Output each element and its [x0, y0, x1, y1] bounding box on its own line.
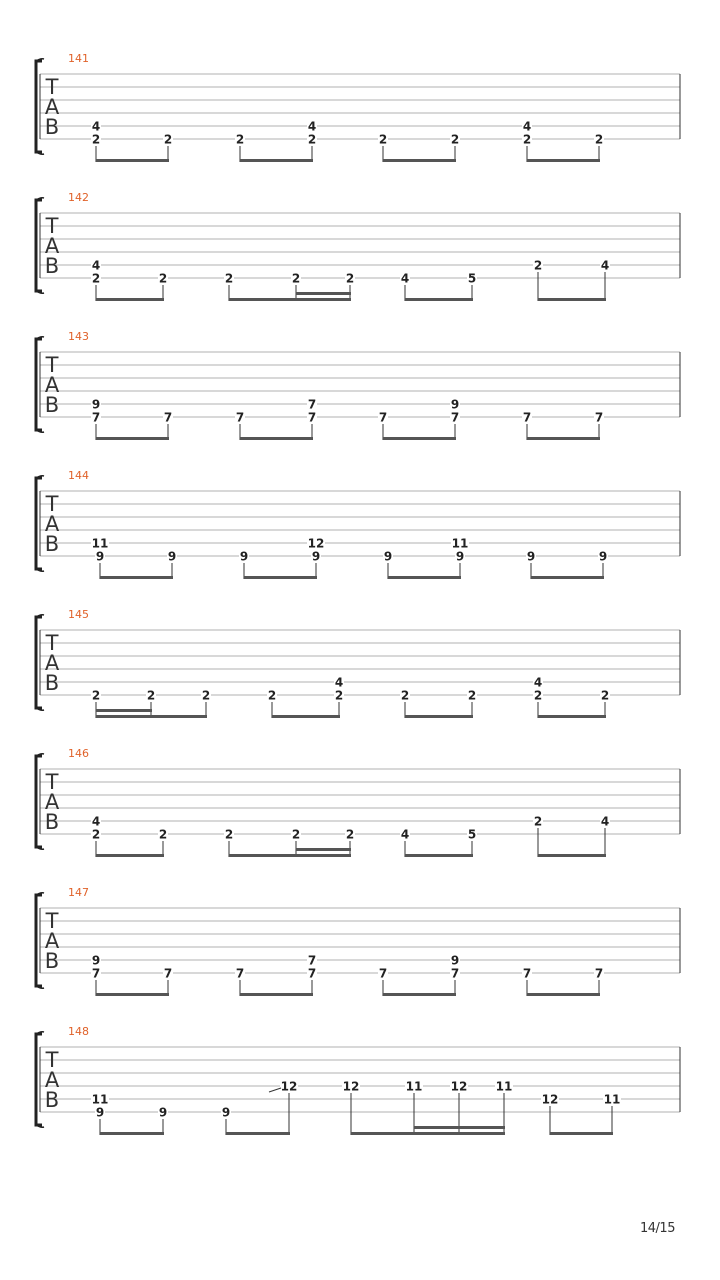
beam — [538, 298, 606, 301]
beam — [550, 1132, 613, 1135]
fret-number: 2 — [91, 688, 101, 703]
fret-number: 11 — [405, 1079, 423, 1094]
fret-number: 4 — [307, 119, 317, 134]
fret-number: 4 — [91, 258, 101, 273]
fret-number: 2 — [533, 814, 543, 829]
beam — [96, 715, 207, 718]
tab-clef-letter: B — [44, 810, 60, 834]
beam — [531, 576, 604, 579]
tab-clef-letter: B — [44, 671, 60, 695]
tab-clef-letter: B — [44, 1088, 60, 1112]
fret-number: 7 — [235, 966, 245, 981]
beam — [229, 298, 351, 301]
fret-number: 12 — [280, 1079, 298, 1094]
fret-number: 2 — [91, 271, 101, 286]
fret-number: 9 — [526, 549, 536, 564]
fret-number: 4 — [91, 119, 101, 134]
fret-number: 7 — [163, 966, 173, 981]
beam — [272, 715, 340, 718]
slide-mark — [269, 1088, 281, 1092]
beam — [414, 1126, 505, 1129]
fret-number: 4 — [522, 119, 532, 134]
fret-number: 9 — [450, 397, 460, 412]
tab-system — [36, 191, 680, 301]
fret-number: 9 — [158, 1105, 168, 1120]
beam — [100, 576, 173, 579]
fret-number: 7 — [378, 966, 388, 981]
fret-number: 7 — [307, 953, 317, 968]
beam — [96, 159, 169, 162]
fret-number: 2 — [201, 688, 211, 703]
beam — [538, 854, 606, 857]
system-bracket — [36, 200, 42, 291]
beam — [226, 1132, 290, 1135]
tab-system — [36, 330, 680, 440]
fret-number: 7 — [91, 410, 101, 425]
fret-number: 2 — [522, 132, 532, 147]
beam — [244, 576, 317, 579]
tab-clef-letter: A — [44, 95, 60, 119]
fret-number: 2 — [146, 688, 156, 703]
fret-number: 11 — [91, 1092, 109, 1107]
fret-number: 2 — [594, 132, 604, 147]
fret-number: 9 — [239, 549, 249, 564]
beam — [96, 993, 169, 996]
beam — [405, 854, 473, 857]
tab-clef-letter: B — [44, 949, 60, 973]
fret-number: 9 — [91, 397, 101, 412]
tab-clef-letter: A — [44, 512, 60, 536]
fret-number: 4 — [91, 814, 101, 829]
measure-number: 148 — [68, 1025, 89, 1038]
tab-system — [36, 886, 680, 996]
fret-number: 2 — [345, 271, 355, 286]
tab-clef-letter: A — [44, 234, 60, 258]
fret-number: 7 — [91, 966, 101, 981]
fret-number: 2 — [291, 827, 301, 842]
fret-number: 2 — [450, 132, 460, 147]
measure-number: 143 — [68, 330, 89, 343]
tab-system — [36, 608, 680, 718]
fret-number: 4 — [600, 814, 610, 829]
fret-number: 7 — [522, 410, 532, 425]
fret-number: 5 — [467, 271, 477, 286]
fret-number: 7 — [450, 410, 460, 425]
beam — [100, 1132, 164, 1135]
system-bracket — [36, 339, 42, 430]
fret-number: 7 — [378, 410, 388, 425]
tab-system — [36, 52, 680, 162]
page-number: 14/15 — [640, 1221, 675, 1236]
beam — [405, 298, 473, 301]
fret-number: 2 — [467, 688, 477, 703]
fret-number: 2 — [378, 132, 388, 147]
fret-number: 5 — [467, 827, 477, 842]
fret-number: 2 — [291, 271, 301, 286]
fret-number: 9 — [450, 953, 460, 968]
fret-number: 9 — [91, 953, 101, 968]
beam — [229, 854, 351, 857]
beam — [383, 993, 456, 996]
beam — [96, 437, 169, 440]
measure-number: 146 — [68, 747, 89, 760]
fret-number: 7 — [522, 966, 532, 981]
fret-number: 9 — [167, 549, 177, 564]
tab-clef-letter: T — [45, 75, 59, 99]
beam — [538, 715, 606, 718]
tab-clef-letter: A — [44, 651, 60, 675]
beam — [296, 848, 351, 851]
fret-number: 7 — [450, 966, 460, 981]
beam — [527, 437, 600, 440]
beam — [527, 993, 600, 996]
system-bracket — [36, 61, 42, 152]
tab-clef-letter: T — [45, 1048, 59, 1072]
tab-clef-letter: A — [44, 929, 60, 953]
beam — [296, 292, 351, 295]
fret-number: 9 — [598, 549, 608, 564]
fret-number: 2 — [163, 132, 173, 147]
system-bracket — [36, 1034, 42, 1125]
tab-clef-letter: A — [44, 1068, 60, 1092]
beam — [96, 298, 164, 301]
beam — [240, 159, 313, 162]
fret-number: 2 — [533, 258, 543, 273]
fret-number: 2 — [158, 827, 168, 842]
fret-number: 11 — [603, 1092, 621, 1107]
tab-clef-letter: B — [44, 115, 60, 139]
fret-number: 9 — [383, 549, 393, 564]
tab-clef-letter: A — [44, 373, 60, 397]
beam — [96, 709, 152, 712]
fret-number: 12 — [307, 536, 325, 551]
fret-number: 7 — [307, 966, 317, 981]
measure-number: 141 — [68, 52, 89, 65]
fret-number: 12 — [450, 1079, 468, 1094]
tab-clef-letter: B — [44, 532, 60, 556]
fret-number: 9 — [95, 1105, 105, 1120]
system-bracket — [36, 617, 42, 708]
system-bracket — [36, 756, 42, 847]
beam — [240, 437, 313, 440]
beam — [351, 1132, 505, 1135]
fret-number: 4 — [400, 271, 410, 286]
beam — [240, 993, 313, 996]
fret-number: 7 — [235, 410, 245, 425]
measure-number: 144 — [68, 469, 89, 482]
beam — [383, 437, 456, 440]
fret-number: 4 — [334, 675, 344, 690]
measure-number: 142 — [68, 191, 89, 204]
tab-system — [36, 1025, 680, 1135]
fret-number: 2 — [267, 688, 277, 703]
fret-number: 2 — [600, 688, 610, 703]
tab-clef-letter: T — [45, 492, 59, 516]
fret-number: 2 — [91, 827, 101, 842]
fret-number: 9 — [455, 549, 465, 564]
fret-number: 2 — [91, 132, 101, 147]
fret-number: 11 — [495, 1079, 513, 1094]
system-bracket — [36, 478, 42, 569]
fret-number: 4 — [600, 258, 610, 273]
fret-number: 2 — [224, 271, 234, 286]
fret-number: 7 — [594, 410, 604, 425]
tab-clef-letter: T — [45, 631, 59, 655]
tab-clef-letter: T — [45, 214, 59, 238]
fret-number: 12 — [541, 1092, 559, 1107]
fret-number: 9 — [221, 1105, 231, 1120]
fret-number: 2 — [345, 827, 355, 842]
fret-number: 7 — [307, 410, 317, 425]
fret-number: 2 — [533, 688, 543, 703]
tab-clef-letter: B — [44, 254, 60, 278]
measure-number: 147 — [68, 886, 89, 899]
fret-number: 2 — [224, 827, 234, 842]
fret-number: 2 — [334, 688, 344, 703]
tab-system — [36, 747, 680, 857]
beam — [388, 576, 461, 579]
measure-number: 145 — [68, 608, 89, 621]
system-bracket — [36, 895, 42, 986]
fret-number: 12 — [342, 1079, 360, 1094]
tab-clef-letter: T — [45, 770, 59, 794]
fret-number: 11 — [451, 536, 469, 551]
fret-number: 7 — [307, 397, 317, 412]
fret-number: 9 — [311, 549, 321, 564]
fret-number: 4 — [533, 675, 543, 690]
beam — [383, 159, 456, 162]
beam — [405, 715, 473, 718]
fret-number: 7 — [163, 410, 173, 425]
beam — [527, 159, 600, 162]
fret-number: 9 — [95, 549, 105, 564]
fret-number: 2 — [400, 688, 410, 703]
fret-number: 4 — [400, 827, 410, 842]
tab-clef-letter: B — [44, 393, 60, 417]
fret-number: 7 — [594, 966, 604, 981]
tab-clef-letter: T — [45, 909, 59, 933]
beam — [96, 854, 164, 857]
tab-clef-letter: A — [44, 790, 60, 814]
tab-system — [36, 469, 680, 579]
tab-clef-letter: T — [45, 353, 59, 377]
fret-number: 2 — [307, 132, 317, 147]
fret-number: 11 — [91, 536, 109, 551]
fret-number: 2 — [158, 271, 168, 286]
fret-number: 2 — [235, 132, 245, 147]
